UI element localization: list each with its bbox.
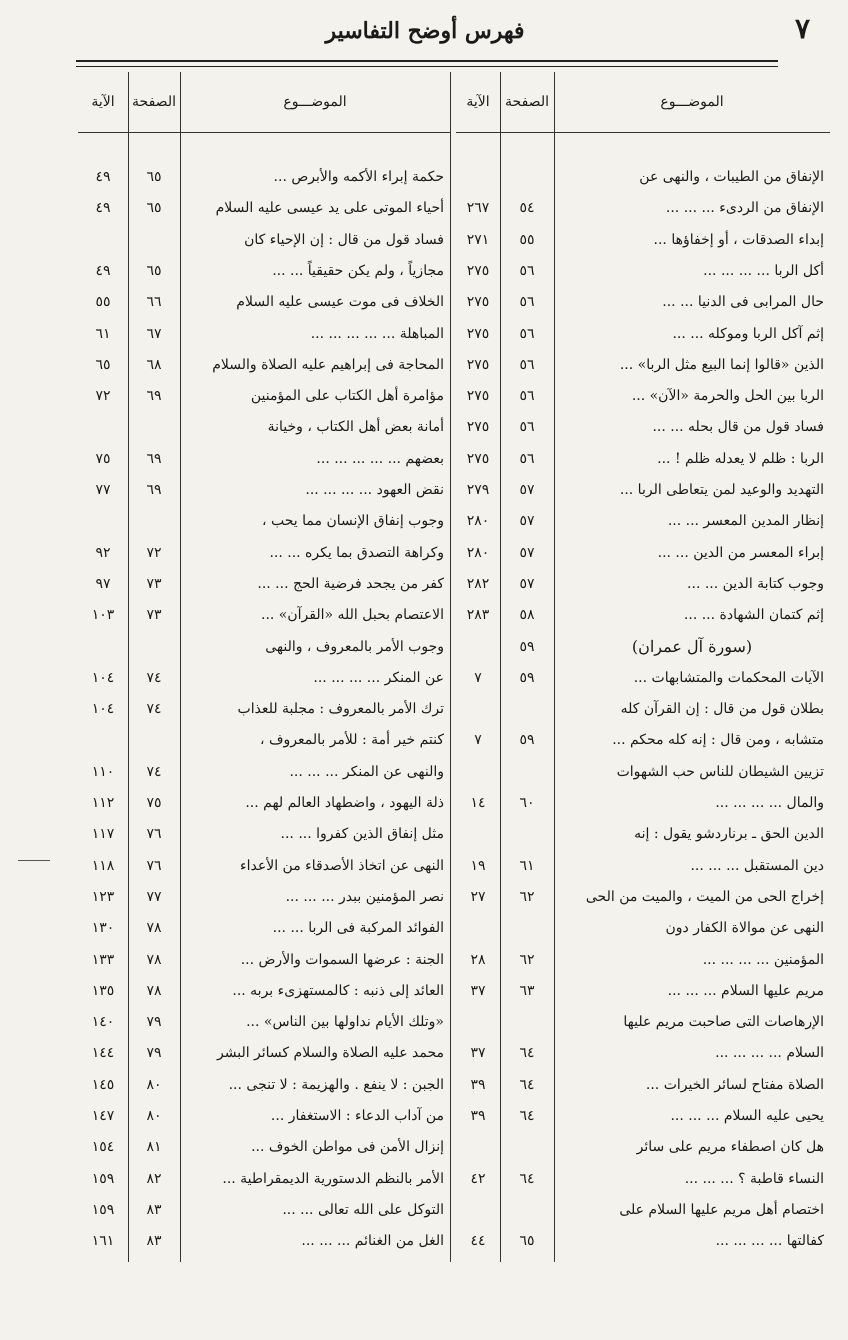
topic-text: اختصام أهل مريم عليها السلام على (619, 1201, 824, 1218)
ayah-number: ١٥٩ (91, 1170, 115, 1187)
page-number-cell: ٥٨ (519, 607, 535, 624)
topic-text: التوكل على الله تعالى ... ... (282, 1201, 444, 1218)
ayah-number (456, 632, 500, 662)
table-row (78, 819, 450, 849)
topic-text: الإنفاق من الطيبات ، والنهى عن (639, 169, 824, 185)
index-table-left (78, 72, 450, 1262)
page-number-cell: ٥٧ (519, 513, 535, 530)
column-divider (450, 72, 451, 1262)
page-number-cell: ٥٦ (519, 325, 535, 342)
ayah-number: ٣٩ (470, 1076, 486, 1093)
table-row (456, 225, 830, 255)
ayah-number: ١٠٤ (91, 701, 115, 718)
ayah-number: ٢٧١ (466, 231, 490, 248)
table-row (456, 1038, 830, 1068)
page-number-cell (500, 913, 554, 943)
topic-text: من آداب الدعاء : الاستغفار ... (270, 1108, 444, 1124)
topic-text: الدين الحق ـ برناردشو يقول : إنه (634, 826, 824, 843)
ayah-number: ١٣٣ (91, 951, 115, 968)
table-row (456, 819, 830, 849)
topic-text: وكراهة التصدق بما يكره ... ... (269, 544, 444, 561)
page-number-cell: ٥٤ (519, 200, 535, 217)
page-number-cell: ٧٣ (146, 575, 162, 592)
page-number-cell (500, 1007, 554, 1037)
table-row (456, 945, 830, 975)
ayah-number (456, 1195, 500, 1225)
page-number-cell: ٥٧ (519, 575, 535, 592)
topic-text: إبراء المعسر من الدين ... ... (657, 544, 824, 561)
ayah-number: ١٣٥ (91, 982, 115, 999)
table-row (78, 569, 450, 599)
page-number-cell: ٦٠ (519, 795, 535, 811)
table-row (78, 193, 450, 223)
ayah-number: ٢٨ (470, 951, 486, 968)
page-number-cell: ٥٧ (519, 482, 535, 498)
page-number-cell: ٧٨ (146, 920, 162, 937)
page-number-cell: ٨٣ (146, 1201, 162, 1218)
page-number-cell: ٧٨ (146, 982, 162, 999)
page-number-cell (500, 694, 554, 724)
page-number: ٧ (794, 12, 810, 45)
page-number-cell: ٦٤ (519, 1076, 535, 1093)
ayah-number: ٢٧٥ (466, 262, 490, 279)
ayah-number: ٩٧ (95, 575, 111, 592)
table-row (456, 287, 830, 317)
topic-text: حال المرابى فى الدنيا ... ... (662, 294, 824, 311)
table-row (456, 882, 830, 912)
ayah-number: ١٩ (470, 857, 486, 874)
table-row (78, 632, 450, 662)
topic-text: إنزال الأمن فى مواطن الخوف ... (251, 1139, 444, 1156)
page-number-cell: ٦٧ (146, 325, 162, 342)
page-header (40, 0, 810, 58)
ayah-number: ١١٢ (91, 795, 115, 811)
ayah-number (456, 1132, 500, 1162)
page-number-cell: ٦٩ (146, 482, 162, 498)
ayah-number: ٤٩ (95, 169, 111, 185)
ayah-number: ١٢٣ (91, 888, 115, 905)
table-row (456, 256, 830, 286)
topic-text: ذلة اليهود ، واضطهاد العالم لهم ... (245, 795, 444, 811)
ayah-number: ٧٧ (95, 482, 111, 498)
table-row (456, 694, 830, 724)
page-number-cell: ٥٥ (519, 231, 535, 248)
topic-text: السلام ... ... ... ... (715, 1045, 824, 1062)
page-number-cell: ٨٢ (146, 1170, 162, 1187)
table-row (78, 851, 450, 881)
topic-text: مثل إنفاق الذين كفروا ... ... (280, 826, 444, 843)
topic-text: كفالتها ... ... ... ... (715, 1233, 824, 1250)
topic-text: إخراج الحى من الميت ، والميت من الحى (585, 888, 824, 905)
ayah-number (78, 506, 128, 536)
table-row (456, 1195, 830, 1225)
topic-text: كفر من يجحد فرضية الحج ... ... (257, 575, 444, 592)
topic-text: الصلاة مفتاح لسائر الخيرات ... (645, 1076, 824, 1093)
page-number-cell: ٨٣ (146, 1233, 162, 1250)
topic-text: وجوب كتابة الدين ... ... (687, 575, 824, 592)
topic-text: متشابه ، ومن قال : إنه كله محكم ... (612, 732, 824, 749)
topic-text: عن المنكر ... ... ... ... (313, 669, 444, 686)
topic-text: مريم عليها السلام ... ... ... (667, 982, 824, 999)
header-rule-thin (76, 66, 778, 67)
table-row (78, 506, 450, 536)
ayah-number: ٤٢ (470, 1170, 486, 1187)
ayah-number: ٦٥ (95, 356, 111, 373)
ayah-number: ٢٨٠ (466, 544, 490, 561)
page-number-cell: ٧٧ (146, 888, 162, 905)
column-header-page: الصفحة (505, 94, 549, 110)
table-row (456, 1164, 830, 1194)
ayah-number: ٢٧ (470, 888, 486, 905)
table-row (78, 225, 450, 255)
ayah-number: ١٥٤ (91, 1139, 115, 1156)
ayah-number (456, 694, 500, 724)
ayah-number: ٧ (474, 669, 482, 686)
table-row (456, 350, 830, 380)
page-number-cell: ٧٤ (146, 701, 162, 718)
table-row (78, 725, 450, 755)
topic-text: نقض العهود ... ... ... ... (305, 482, 444, 498)
page-number-cell: ٦٤ (519, 1045, 535, 1062)
page-number-cell: ٧٩ (146, 1014, 162, 1031)
table-row (456, 569, 830, 599)
ayah-number (78, 725, 128, 755)
topic-text: الجنة : عرضها السموات والأرض ... (240, 951, 444, 968)
topic-text: الآيات المحكمات والمتشابهات ... (633, 669, 824, 686)
ayah-number (78, 632, 128, 662)
column-header-ayah: الآية (91, 94, 115, 110)
table-row (456, 1132, 830, 1162)
table-row (78, 350, 450, 380)
page-title: فهرس أوضح التفاسير (325, 18, 525, 44)
topic-text: الفوائد المركبة فى الربا ... ... (272, 920, 444, 937)
page-number-cell: ٧٦ (146, 857, 162, 874)
page-number-cell (500, 1132, 554, 1162)
topic-text: النساء قاطبة ؟ ... ... ... (684, 1170, 824, 1187)
table-row (78, 412, 450, 442)
topic-text: الأمر بالنظم الدستورية الديمقراطية ... (222, 1170, 444, 1187)
ayah-number: ٩٢ (95, 544, 111, 561)
table-row (78, 475, 450, 505)
page-number-cell: ٦٥ (146, 169, 162, 185)
topic-text: وجوب الأمر بالمعروف ، والنهى (265, 638, 444, 655)
page-number-cell: ٥٩ (519, 638, 535, 655)
table-row (78, 913, 450, 943)
table-row (78, 319, 450, 349)
topic-text: والنهى عن المنكر ... ... ... (289, 763, 444, 780)
ayah-number (456, 162, 500, 192)
page-number-cell: ٨٠ (146, 1076, 162, 1093)
topic-text: المباهلة ... ... ... ... ... (310, 325, 444, 342)
column-header-page: الصفحة (132, 94, 176, 110)
page-number-cell: ٦٣ (519, 982, 535, 999)
page-number-cell: ٨١ (146, 1139, 162, 1156)
ayah-number: ١٤ (470, 795, 486, 811)
ayah-number: ٢٨٠ (466, 513, 490, 530)
ayah-number: ٢٧٥ (466, 325, 490, 342)
ayah-number (78, 225, 128, 255)
topic-text: «وتلك الأيام نداولها بين الناس» ... (246, 1014, 444, 1031)
table-row (78, 1226, 450, 1256)
topic-text: الإنفاق من الردىء ... ... ... (665, 200, 824, 217)
table-row (456, 913, 830, 943)
page-number-cell: ٦٩ (146, 450, 162, 467)
topic-text: إبداء الصدقات ، أو إخفاؤها ... (653, 231, 824, 248)
page-number-cell: ٧٤ (146, 669, 162, 686)
page-number-cell: ٥٦ (519, 262, 535, 279)
page-number-cell: ٦١ (519, 857, 535, 874)
table-row (78, 788, 450, 818)
topic-text: أكل الربا ... ... ... ... (703, 262, 824, 279)
page-number-cell: ٦٥ (519, 1233, 535, 1250)
topic-text: بعضهم ... ... ... ... ... (316, 450, 444, 467)
header-rule (76, 60, 778, 62)
ayah-number: ٢٧٩ (466, 482, 490, 498)
page-number-cell: ٦٤ (519, 1108, 535, 1124)
page-number-cell (128, 412, 180, 442)
ayah-number: ٣٩ (470, 1108, 486, 1124)
table-row (456, 319, 830, 349)
table-row (456, 663, 830, 693)
ayah-number: ٤٩ (95, 200, 111, 217)
topic-text: التهديد والوعيد لمن يتعاطى الربا ... (619, 482, 824, 498)
table-row (456, 506, 830, 536)
page-number-cell: ٧٨ (146, 951, 162, 968)
topic-text: فساد قول من قال : إن الإحياء كان (244, 231, 444, 248)
ayah-number: ٢٧٥ (466, 419, 490, 436)
page-number-cell: ٦٩ (146, 388, 162, 405)
page-number-cell (500, 819, 554, 849)
topic-text: ترك الأمر بالمعروف : مجلبة للعذاب (237, 701, 444, 718)
ayah-number: ١٤٧ (91, 1108, 115, 1124)
page-number-cell: ٥٩ (519, 669, 535, 686)
page-number-cell: ٥٦ (519, 356, 535, 373)
page-number-cell: ٧٩ (146, 1045, 162, 1062)
topic-text: النهى عن اتخاذ الأصدقاء من الأعداء (240, 857, 444, 874)
table-row (456, 600, 830, 630)
page-number-cell: ٧٢ (146, 544, 162, 561)
table-row (456, 1070, 830, 1100)
ayah-number: ٦١ (95, 325, 111, 342)
table-row (456, 444, 830, 474)
ayah-number (78, 412, 128, 442)
table-row (456, 412, 830, 442)
ayah-number: ٣٧ (470, 982, 486, 999)
ayah-number: ١٤٥ (91, 1076, 115, 1093)
page-number-cell: ٦٤ (519, 1170, 535, 1187)
ayah-number: ٢٨٣ (466, 607, 490, 624)
table-row (456, 757, 830, 787)
table-row (456, 193, 830, 223)
page-number-cell: ٦٨ (146, 356, 162, 373)
column-header-ayah: الآية (466, 94, 490, 110)
topic-text: محمد عليه الصلاة والسلام كسائر البشر (217, 1045, 444, 1062)
table-row (78, 600, 450, 630)
topic-text: أمانة بعض أهل الكتاب ، وخيانة (267, 419, 444, 436)
table-row (456, 1007, 830, 1037)
topic-text: الاعتصام بحبل الله «القرآن» ... (261, 607, 444, 624)
table-row (78, 663, 450, 693)
table-row (78, 1038, 450, 1068)
ayah-number: ١٦١ (91, 1233, 115, 1250)
page-number-cell: ٥٦ (519, 450, 535, 467)
ayah-number: ٢٧٥ (466, 450, 490, 467)
topic-text: مجازياً ، ولم يكن حقيقياً ... ... (272, 262, 444, 279)
page-number-cell: ٦٢ (519, 951, 535, 968)
ayah-number: ٢٧٥ (466, 388, 490, 405)
table-row (78, 945, 450, 975)
ayah-number: ٢٨٢ (466, 575, 490, 592)
page-number-cell: ٧٦ (146, 826, 162, 843)
ayah-number: ٣٧ (470, 1045, 486, 1062)
table-row (78, 1007, 450, 1037)
page-number-cell (500, 1195, 554, 1225)
page-number-cell: ٧٥ (146, 795, 162, 811)
ayah-number: ٧ (474, 732, 482, 749)
page-number-cell: ٥٦ (519, 388, 535, 405)
table-row (78, 1195, 450, 1225)
topic-text: والمال ... ... ... ... (715, 795, 824, 811)
ayah-number: ١٠٤ (91, 669, 115, 686)
topic-text: تزيين الشيطان للناس حب الشهوات (616, 763, 824, 780)
ayah-number: ١١٨ (91, 857, 115, 874)
page-number-cell: ٧٣ (146, 607, 162, 624)
table-row (78, 1132, 450, 1162)
topic-text: الربا بين الحل والحرمة «الآن» ... (631, 388, 824, 405)
ayah-number: ٤٤ (470, 1233, 486, 1250)
topic-text: كنتم خير أمة : للأمر بالمعروف ، (260, 732, 444, 749)
page-number-cell: ٥٦ (519, 294, 535, 311)
table-row (456, 632, 830, 662)
table-row (78, 538, 450, 568)
table-row (456, 538, 830, 568)
table-row (78, 444, 450, 474)
scan-mark (18, 860, 50, 861)
page-number-cell: ٥٦ (519, 419, 535, 436)
table-row (78, 256, 450, 286)
topic-text: نصر المؤمنين ببدر ... ... ... (285, 888, 444, 905)
table-row (456, 725, 830, 755)
section-heading: (سورة آل عمران) (631, 636, 753, 656)
topic-text: أحياء الموتى على يد عيسى عليه السلام (215, 200, 444, 217)
table-row (456, 788, 830, 818)
page-number-cell: ٦٥ (146, 200, 162, 217)
topic-text: المحاجة فى إبراهيم عليه الصلاة والسلام (212, 356, 444, 373)
ayah-number: ٧٥ (95, 450, 111, 467)
ayah-number: ١٤٤ (91, 1045, 115, 1062)
page-number-cell: ٥٧ (519, 544, 535, 561)
ayah-number: ١٣٠ (91, 920, 115, 937)
table-row (78, 162, 450, 192)
topic-text: العائد إلى ذنبه : كالمستهزىء بربه ... (232, 982, 444, 999)
page-number-cell (500, 162, 554, 192)
ayah-number: ٢٧٥ (466, 356, 490, 373)
page-number-cell (128, 725, 180, 755)
page-number-cell: ٧٤ (146, 763, 162, 780)
page-number-cell: ٨٠ (146, 1108, 162, 1124)
column-header-topic: الموضـــوع (283, 94, 347, 110)
table-row (456, 162, 830, 192)
page-number-cell: ٥٩ (519, 732, 535, 749)
topic-text: الربا : ظلم لا يعدله ظلم ! ... (657, 450, 824, 467)
ayah-number: ٧٢ (95, 388, 111, 405)
table-row (456, 381, 830, 411)
page-number-cell (128, 506, 180, 536)
topic-text: النهى عن موالاة الكفار دون (665, 920, 824, 937)
page-number-cell: ٦٢ (519, 888, 535, 905)
topic-text: الغل من الغنائم ... ... ... (301, 1233, 444, 1250)
topic-text: فساد قول من قال بحله ... ... (652, 419, 824, 436)
topic-text: الإرهاصات التى صاحبت مريم عليها (623, 1014, 824, 1031)
ayah-number: ١٤٠ (91, 1014, 115, 1031)
column-header-topic: الموضـــوع (660, 94, 724, 110)
ayah-number: ٥٥ (95, 294, 111, 311)
table-row (456, 475, 830, 505)
ayah-number (456, 819, 500, 849)
page-number-cell (500, 757, 554, 787)
table-row (456, 1101, 830, 1131)
table-row (78, 1070, 450, 1100)
ayah-number: ٢٧٥ (466, 294, 490, 311)
table-row (78, 1164, 450, 1194)
ayah-number: ١٠٣ (91, 607, 115, 624)
topic-text: الجبن : لا ينفع . والهزيمة : لا تنجى ... (228, 1076, 444, 1093)
table-header-left (78, 72, 450, 133)
table-row (78, 882, 450, 912)
topic-text: هل كان اصطفاء مريم على سائر (636, 1139, 824, 1156)
ayah-number: ١١٧ (91, 826, 115, 843)
topic-text: الذين «قالوا إنما البيع مثل الربا» ... (619, 356, 824, 373)
topic-text: إثم كتمان الشهادة ... ... (683, 607, 824, 624)
ayah-number: ٤٩ (95, 262, 111, 279)
table-row (456, 976, 830, 1006)
table-row (78, 757, 450, 787)
page-number-cell (128, 632, 180, 662)
ayah-number: ١٥٩ (91, 1201, 115, 1218)
ayah-number (456, 913, 500, 943)
table-row (78, 381, 450, 411)
table-row (456, 851, 830, 881)
topic-text: الخلاف فى موت عيسى عليه السلام (236, 294, 444, 311)
topic-text: يحيى عليه السلام ... ... ... (670, 1108, 824, 1124)
ayah-number: ١١٠ (91, 763, 115, 780)
table-row (78, 976, 450, 1006)
topic-text: بطلان قول من قال : إن القرآن كله (620, 701, 824, 718)
table-row (78, 287, 450, 317)
topic-text: إنظار المدين المعسر ... ... (667, 513, 824, 530)
topic-text: المؤمنين ... ... ... ... (702, 951, 824, 968)
topic-text: إثم آكل الربا وموكله ... ... (672, 325, 824, 342)
page-number-cell: ٦٦ (146, 294, 162, 311)
ayah-number: ٢٦٧ (466, 200, 490, 217)
table-row (456, 1226, 830, 1256)
topic-text: دين المستقبل ... ... ... (690, 857, 824, 874)
page-number-cell (128, 225, 180, 255)
topic-text: وجوب إنفاق الإنسان مما يحب ، (262, 513, 444, 530)
topic-text: مؤامرة أهل الكتاب على المؤمنين (250, 388, 444, 405)
table-row (78, 694, 450, 724)
ayah-number (456, 757, 500, 787)
index-table-right (456, 72, 830, 1262)
ayah-number (456, 1007, 500, 1037)
table-header-right (456, 72, 830, 133)
table-row (78, 1101, 450, 1131)
topic-text: حكمة إبراء الأكمه والأبرص ... (273, 169, 444, 185)
page-number-cell: ٦٥ (146, 262, 162, 279)
